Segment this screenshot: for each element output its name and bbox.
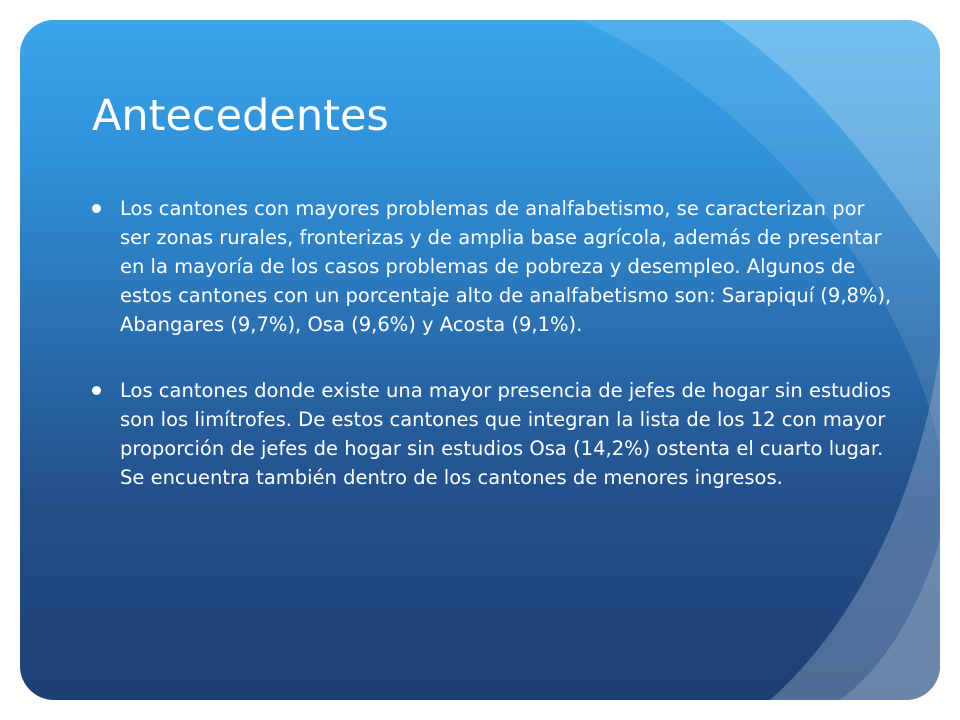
bullet-text: Los cantones con mayores problemas de analfabetismo, se caracterizan por ser zonas rurales, fronterizas y de amplia base agrícola, además de presentar en la mayoría de los casos problemas de pobreza y desempleo. Algunos de estos cantones con un porcentaje alto de analfabetismo son: Sarapiquí (9,8%), Abangares (9,7%), Osa (9,6%) y Acosta (9,1%). <box>120 197 892 336</box>
slide <box>20 20 940 700</box>
bullet-list <box>92 194 892 529</box>
bullet-item <box>92 194 892 339</box>
bullet-item <box>92 376 892 492</box>
bullet-dot-icon <box>92 386 101 395</box>
bullet-dot-icon <box>92 204 101 213</box>
bullet-text: Los cantones donde existe una mayor presencia de jefes de hogar sin estudios son los limítrofes. De estos cantones que integran la lista de los 12 con mayor proporción de jefes de hogar sin estudios Osa (14,2%) ostenta el cuarto lugar. Se encuentra también dentro de los cantones de menores ingresos. <box>120 379 892 489</box>
slide-title: Antecedentes <box>92 91 389 141</box>
